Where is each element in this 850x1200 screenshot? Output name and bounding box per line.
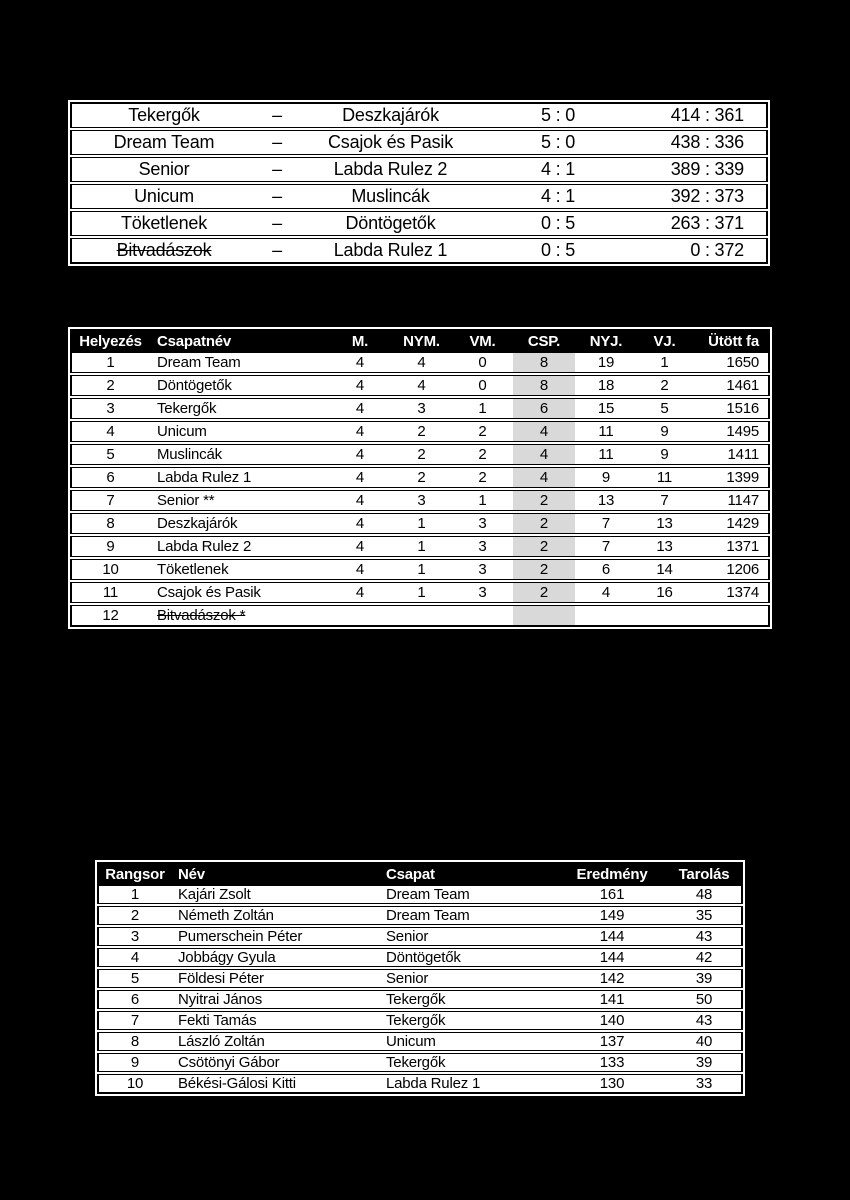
matches-lost: 2: [452, 443, 513, 466]
matches: [329, 604, 391, 626]
standings-header-row: [71, 330, 769, 353]
team-points: 2: [513, 512, 575, 535]
team-points: 2: [513, 489, 575, 512]
games-lost: 9: [637, 420, 692, 443]
rank: 9: [98, 1052, 171, 1073]
individual-row: [98, 886, 742, 905]
versus-dash: –: [256, 183, 298, 210]
pin-score: 0 : 372: [633, 237, 767, 263]
games-won: 6: [575, 558, 637, 581]
matches: 4: [329, 397, 391, 420]
games-lost: 2: [637, 374, 692, 397]
home-team: Senior: [71, 156, 256, 183]
matches-lost: 1: [452, 489, 513, 512]
pin-score: 438 : 336: [633, 129, 767, 156]
header-strikes: Tarolás: [667, 863, 742, 886]
set-score: 0 : 5: [483, 237, 633, 263]
match-row: [71, 210, 767, 237]
pins-total: 1516: [692, 397, 769, 420]
set-score: 4 : 1: [483, 156, 633, 183]
games-won: 4: [575, 581, 637, 604]
matches-won: 1: [391, 535, 452, 558]
rank: 10: [71, 558, 149, 581]
home-team: Töketlenek: [71, 210, 256, 237]
matches-won: 4: [391, 374, 452, 397]
rank: 5: [71, 443, 149, 466]
rank: 8: [98, 1031, 171, 1052]
games-won: 7: [575, 512, 637, 535]
individual-row: [98, 905, 742, 926]
player-name: Nyitrai János: [171, 989, 379, 1010]
games-won: 18: [575, 374, 637, 397]
matches: 4: [329, 558, 391, 581]
player-team: Tekergők: [379, 1052, 557, 1073]
games-lost: 5: [637, 397, 692, 420]
match-row: [71, 237, 767, 263]
player-team: Tekergők: [379, 989, 557, 1010]
away-team: Csajok és Pasik: [298, 129, 483, 156]
matches: 4: [329, 443, 391, 466]
player-team: Labda Rulez 1: [379, 1073, 557, 1093]
team-name: Töketlenek: [149, 558, 329, 581]
games-lost: 7: [637, 489, 692, 512]
header-matches-won: NYM.: [391, 330, 452, 353]
team-points: 6: [513, 397, 575, 420]
standings-row: [71, 535, 769, 558]
rank: 6: [98, 989, 171, 1010]
versus-dash: –: [272, 105, 282, 125]
pins-total: 1461: [692, 374, 769, 397]
matches-won: 1: [391, 558, 452, 581]
matches-won: 2: [391, 420, 452, 443]
rank: 9: [71, 535, 149, 558]
pins-total: [692, 604, 769, 626]
games-lost: 9: [637, 443, 692, 466]
pins-total: 1399: [692, 466, 769, 489]
player-name: Csötönyi Gábor: [171, 1052, 379, 1073]
standings-row: [71, 466, 769, 489]
rank: 3: [71, 397, 149, 420]
header-matches: M.: [329, 330, 391, 353]
pin-score: 263 : 371: [633, 210, 767, 237]
match-results-table: [68, 100, 770, 266]
matches-lost: 3: [452, 512, 513, 535]
away-team: Döntögetők: [298, 210, 483, 237]
matches-lost: 3: [452, 581, 513, 604]
team-points: [513, 604, 575, 626]
individual-row: [98, 968, 742, 989]
matches-won: 3: [391, 397, 452, 420]
matches-lost: 0: [478, 354, 487, 371]
individual-row: [98, 926, 742, 947]
player-name: Kajári Zsolt: [178, 886, 251, 903]
games-lost: 13: [637, 535, 692, 558]
player-name: Földesi Péter: [171, 968, 379, 989]
pins-total: 1206: [692, 558, 769, 581]
pin-score: 389 : 339: [633, 156, 767, 183]
standings-row: [71, 420, 769, 443]
rank: 4: [98, 947, 171, 968]
matches-lost: 1: [452, 397, 513, 420]
player-score: 137: [557, 1031, 667, 1052]
set-score: 0 : 5: [483, 210, 633, 237]
versus-dash: –: [256, 210, 298, 237]
header-team: Csapatnév: [149, 330, 329, 353]
standings-row: [71, 558, 769, 581]
standings-row: [71, 512, 769, 535]
player-name: László Zoltán: [171, 1031, 379, 1052]
individual-ranking-grid: [97, 862, 743, 1094]
player-team: Senior: [379, 926, 557, 947]
player-score: 142: [557, 968, 667, 989]
games-won: 13: [575, 489, 637, 512]
home-team: Dream Team: [71, 129, 256, 156]
player-strikes: 48: [695, 886, 713, 903]
standings-row: [71, 604, 769, 626]
player-team: Unicum: [379, 1031, 557, 1052]
team-points: 2: [513, 535, 575, 558]
header-matches-lost: VM.: [452, 330, 513, 353]
pins-total: 1429: [692, 512, 769, 535]
rank: 10: [98, 1073, 171, 1093]
player-team: Döntögetők: [379, 947, 557, 968]
games-lost: 13: [637, 512, 692, 535]
matches-won: 2: [391, 466, 452, 489]
pins-total: 1495: [692, 420, 769, 443]
rank: 4: [71, 420, 149, 443]
header-rank: Helyezés: [71, 330, 149, 353]
pins-total: 1374: [692, 581, 769, 604]
versus-dash: –: [256, 156, 298, 183]
home-team-struck: Bitvadászok: [71, 237, 256, 263]
team-name: Muslincák: [149, 443, 329, 466]
matches-won: 1: [391, 512, 452, 535]
away-team: Labda Rulez 1: [298, 237, 483, 263]
individual-row: [98, 947, 742, 968]
matches-won: 4: [417, 354, 426, 371]
away-team: Deszkajárók: [342, 105, 439, 125]
matches-lost: 3: [452, 558, 513, 581]
pins-total: 1147: [692, 489, 769, 512]
team-points: 8: [513, 374, 575, 397]
individual-row: [98, 1031, 742, 1052]
team-name: Labda Rulez 1: [149, 466, 329, 489]
team-points: 2: [513, 558, 575, 581]
header-name: Név: [171, 863, 379, 886]
match-row: [71, 129, 767, 156]
header-team: Csapat: [379, 863, 557, 886]
standings-table: [68, 327, 772, 629]
games-won: 11: [575, 443, 637, 466]
header-games-won: NYJ.: [575, 330, 637, 353]
matches-won: 2: [391, 443, 452, 466]
games-lost: 16: [637, 581, 692, 604]
matches-lost: 0: [452, 374, 513, 397]
team-points: 2: [513, 581, 575, 604]
individual-header-row: [98, 863, 742, 886]
match-row: [71, 183, 767, 210]
match-row: [71, 103, 767, 129]
team-name: Csajok és Pasik: [149, 581, 329, 604]
standings-row: [71, 374, 769, 397]
standings-row: [71, 443, 769, 466]
versus-dash: –: [256, 129, 298, 156]
matches: 4: [329, 374, 391, 397]
games-won: 19: [597, 354, 615, 371]
header-pins: Ütött fa: [692, 330, 769, 353]
matches: 4: [329, 535, 391, 558]
team-name: Labda Rulez 2: [149, 535, 329, 558]
team-name: Senior **: [149, 489, 329, 512]
matches: 4: [329, 420, 391, 443]
away-team: Muslincák: [298, 183, 483, 210]
pin-score: 414 : 361: [670, 105, 744, 125]
matches: 4: [329, 489, 391, 512]
rank: 3: [98, 926, 171, 947]
team-name-struck: Bitvadászok *: [149, 604, 329, 626]
rank: 2: [98, 905, 171, 926]
rank: 1: [106, 354, 115, 371]
home-team: Tekergők: [128, 105, 200, 125]
individual-row: [98, 1052, 742, 1073]
set-score: 5 : 0: [540, 105, 576, 125]
rank: 12: [71, 604, 149, 626]
games-won: 7: [575, 535, 637, 558]
team-points: 4: [513, 466, 575, 489]
player-team: Senior: [379, 968, 557, 989]
individual-row: [98, 1010, 742, 1031]
games-won: 9: [575, 466, 637, 489]
player-score: 130: [557, 1073, 667, 1093]
player-strikes: 42: [667, 947, 742, 968]
player-name: Fekti Tamás: [171, 1010, 379, 1031]
header-team-points: CSP.: [513, 330, 575, 353]
away-team: Labda Rulez 2: [298, 156, 483, 183]
matches-lost: 2: [452, 420, 513, 443]
matches: 4: [329, 466, 391, 489]
pin-score: 392 : 373: [633, 183, 767, 210]
matches-lost: 3: [452, 535, 513, 558]
standings-grid: [70, 329, 770, 627]
team-name: Deszkajárók: [149, 512, 329, 535]
player-score: 161: [599, 886, 625, 903]
matches-lost: [452, 604, 513, 626]
player-team: Tekergők: [379, 1010, 557, 1031]
games-won: 15: [575, 397, 637, 420]
team-name: Döntögetők: [149, 374, 329, 397]
pins-total: 1371: [692, 535, 769, 558]
player-name: Pumerschein Péter: [171, 926, 379, 947]
games-won: [575, 604, 637, 626]
player-score: 144: [557, 926, 667, 947]
matches-won: [391, 604, 452, 626]
individual-row: [98, 989, 742, 1010]
team-points: 4: [513, 420, 575, 443]
match-results-grid: [70, 102, 768, 264]
player-strikes: 43: [667, 1010, 742, 1031]
team-name: Tekergők: [149, 397, 329, 420]
team-points: 8: [513, 353, 575, 374]
set-score: 4 : 1: [483, 183, 633, 210]
pins-total: 1650: [726, 354, 759, 371]
games-lost: 14: [637, 558, 692, 581]
rank: 7: [71, 489, 149, 512]
player-name: Békési-Gálosi Kitti: [171, 1073, 379, 1093]
pins-total: 1411: [692, 443, 769, 466]
individual-ranking-table: [95, 860, 745, 1096]
player-team: Dream Team: [379, 905, 557, 926]
versus-dash: –: [256, 237, 298, 263]
player-strikes: 40: [667, 1031, 742, 1052]
team-name: Unicum: [149, 420, 329, 443]
games-lost: 11: [637, 466, 692, 489]
team-points: 4: [513, 443, 575, 466]
player-score: 140: [557, 1010, 667, 1031]
matches-won: 3: [391, 489, 452, 512]
standings-row: [71, 489, 769, 512]
header-rank: Rangsor: [98, 863, 171, 886]
player-strikes: 39: [667, 1052, 742, 1073]
rank: 5: [98, 968, 171, 989]
rank: 7: [98, 1010, 171, 1031]
player-score: 149: [557, 905, 667, 926]
rank: 6: [71, 466, 149, 489]
player-name: Jobbágy Gyula: [171, 947, 379, 968]
player-name: Németh Zoltán: [171, 905, 379, 926]
header-games-lost: VJ.: [637, 330, 692, 353]
matches: 4: [329, 512, 391, 535]
match-row: [71, 156, 767, 183]
individual-row: [98, 1073, 742, 1093]
player-strikes: 39: [667, 968, 742, 989]
matches-lost: 2: [452, 466, 513, 489]
rank: 1: [130, 886, 140, 903]
standings-row: [71, 581, 769, 604]
player-score: 144: [557, 947, 667, 968]
rank: 2: [71, 374, 149, 397]
player-strikes: 35: [667, 905, 742, 926]
header-score: Eredmény: [557, 863, 667, 886]
standings-row: [71, 353, 769, 374]
matches: 4: [355, 354, 365, 371]
player-strikes: 33: [667, 1073, 742, 1093]
home-team: Unicum: [71, 183, 256, 210]
player-strikes: 50: [667, 989, 742, 1010]
player-score: 133: [557, 1052, 667, 1073]
games-lost: [637, 604, 692, 626]
rank: 8: [71, 512, 149, 535]
set-score: 5 : 0: [483, 129, 633, 156]
player-score: 141: [557, 989, 667, 1010]
player-team: Dream Team: [386, 886, 470, 903]
team-name: Dream Team: [157, 354, 241, 371]
games-lost: 1: [660, 354, 669, 371]
matches-won: 1: [391, 581, 452, 604]
rank: 11: [71, 581, 149, 604]
matches: 4: [329, 581, 391, 604]
player-strikes: 43: [667, 926, 742, 947]
standings-row: [71, 397, 769, 420]
games-won: 11: [575, 420, 637, 443]
